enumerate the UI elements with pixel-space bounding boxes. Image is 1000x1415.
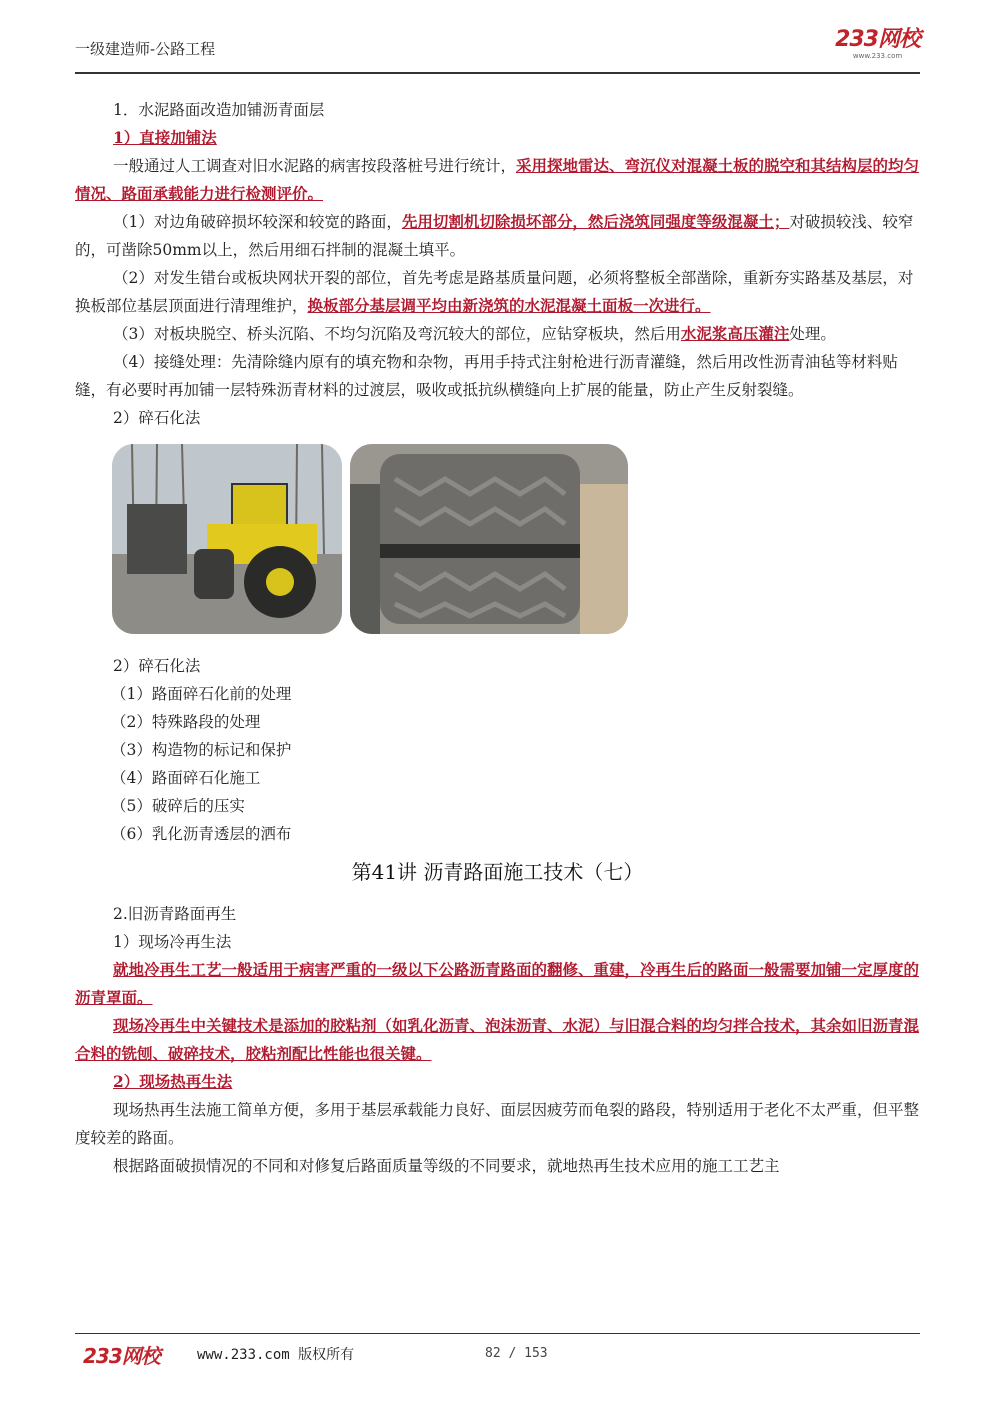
site-logo[interactable]: [835, 28, 920, 60]
text-span: 一般通过人工调查对旧水泥路的病害按段落桩号进行统计，: [113, 157, 517, 175]
subheading-direct-overlay: [75, 124, 920, 152]
paragraph: [75, 152, 920, 208]
paragraph: 根据路面破损情况的不同和对修复后路面质量等级的不同要求，就地热再生技术应用的施工工艺主: [113, 1157, 780, 1175]
footer-logo[interactable]: 233网校: [83, 1344, 160, 1368]
lecture-title: 第41讲 沥青路面施工技术（七）: [351, 860, 644, 884]
paragraph: [75, 1012, 920, 1068]
highlighted-text: 现场冷再生中关键技术是添加的胶粘剂（如乳化沥青、泡沫沥青、水泥）与旧混合料的均匀拌合技术，其余如旧沥青混合料的铣刨、破碎技术，胶粘剂配比性能也很关键。: [75, 1016, 920, 1063]
footer-copyright: www.233.com 版权所有: [197, 1347, 355, 1363]
highlighted-text: 采用探地雷达、弯沉仪对混凝土板的脱空和其结构层的均匀情况、路面承载能力进行检测评价。: [75, 156, 920, 203]
highlighted-text: 1）直接加铺法: [113, 128, 217, 147]
paragraph: [75, 320, 920, 348]
list-item: （3）构造物的标记和保护: [111, 741, 292, 759]
subheading-rubblization-repeat: 2）碎石化法: [113, 657, 201, 675]
roller-machine-photo: [112, 444, 342, 634]
list-item: （4）路面碎石化施工: [111, 769, 261, 787]
paragraph: [75, 264, 920, 320]
section-heading: 1．水泥路面改造加铺沥青面层: [113, 101, 325, 119]
text-span: 对破损较浅、较窄的，可凿除50mm以上，然后用细石拌制的混凝土填平。: [75, 213, 914, 259]
page-number: 82 / 153: [485, 1346, 548, 1361]
page-footer: [75, 1333, 920, 1374]
subheading-hot-recycling: [75, 1068, 920, 1096]
text-span: （2）对发生错台或板块网状开裂的部位，首先考虑是路基质量问题，必须将整板全部凿除，重新夯实路基及基层，对换板部位基层顶面进行清理维护，: [75, 269, 914, 315]
page-header: [75, 28, 920, 74]
list-item: （1）路面碎石化前的处理: [111, 685, 292, 703]
list-item: （6）乳化沥青透层的洒布: [111, 825, 292, 843]
list-item: （5）破碎后的压实: [111, 797, 245, 815]
paragraph: [75, 956, 920, 1012]
page-content: [75, 96, 920, 1180]
highlighted-text: 换板部分基层调平均由新浇筑的水泥混凝土面板一次进行。: [307, 296, 711, 315]
text-span: 处理。: [789, 325, 836, 343]
subheading-rubblization: 2）碎石化法: [113, 409, 201, 427]
padfoot-drum-photo: [350, 444, 628, 634]
list-item: （2）特殊路段的处理: [111, 713, 261, 731]
photo-row: [75, 444, 920, 644]
highlighted-text: 就地冷再生工艺一般适用于病害严重的一级以下公路沥青路面的翻修、重建，冷再生后的路面一般需要加铺一定厚度的沥青罩面。: [75, 960, 920, 1007]
subheading-cold-recycling: 1）现场冷再生法: [113, 933, 232, 951]
text-span: （1）对边角破碎损坏较深和较宽的路面，: [113, 213, 402, 231]
paragraph: （4）接缝处理：先清除缝内原有的填充物和杂物，再用手持式注射枪进行沥青灌缝，然后用改性沥青油毡等材料贴缝，有必要时再加铺一层特殊沥青材料的过渡层，吸收或抵抗纵横缝向上扩展的能量，防止产生反射裂缝。: [75, 353, 898, 399]
logo-url: www.233.com: [852, 52, 903, 60]
highlighted-text: 2）现场热再生法: [113, 1072, 233, 1091]
logo-wordmark: 233网校: [835, 27, 920, 52]
highlighted-text: 先用切割机切除损坏部分，然后浇筑同强度等级混凝土；: [401, 212, 790, 231]
header-title: 一级建造师-公路工程: [75, 40, 216, 58]
highlighted-text: 水泥浆高压灌注: [680, 324, 790, 343]
paragraph: 现场热再生法施工简单方便，多用于基层承载能力良好、面层因疲劳而龟裂的路段，特别适用于老化不太严重，但平整度较差的路面。: [75, 1101, 920, 1147]
paragraph: [75, 208, 920, 264]
text-span: （3）对板块脱空、桥头沉陷、不均匀沉陷及弯沉较大的部位，应钻穿板块，然后用: [113, 325, 681, 343]
section-heading: 2.旧沥青路面再生: [113, 905, 237, 923]
